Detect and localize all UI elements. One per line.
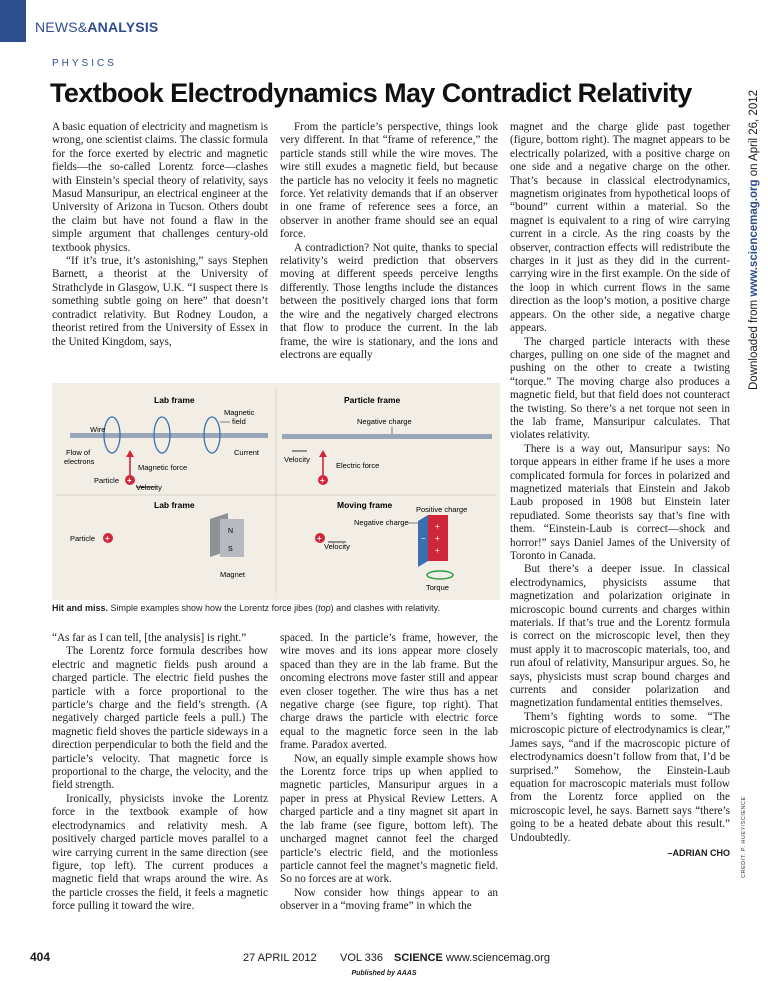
minus-sign: − (421, 534, 426, 543)
arrowhead (126, 450, 134, 457)
footer-url[interactable]: www.sciencemag.org (446, 952, 550, 964)
section-label: NEWS&ANALYSIS (35, 19, 159, 35)
magnetic-field-label: field (232, 417, 246, 426)
wire-label: Wire (90, 425, 106, 434)
paragraph: From the particle’s perspective, things look very different. In that “frame of reference,” the particle stands still while the wire moves. The wire still exudes a magnetic field, but because the particle has no velocity it feels no magnetic force. Yet relativity demands that if an observer in one frame of reference sees a force, an observer in another frame should see an equal force. (280, 121, 498, 241)
paragraph: Now consider how things appear to an observer in a “moving frame” in which the (280, 886, 498, 913)
plus-sign: + (317, 534, 322, 543)
photo-credit: CREDIT: P. HUEY/SCIENCE (741, 796, 747, 878)
current-label: Current (234, 448, 260, 457)
negative-charge-label: Negative charge (354, 518, 409, 527)
column-1-top (52, 121, 268, 349)
top-right-title: Particle frame (344, 395, 401, 405)
kicker: PHYSICS (52, 58, 117, 69)
magnetic-field-label: Magnetic (224, 408, 255, 417)
negative-charge-label: Negative charge (357, 417, 412, 426)
torque-arrow (427, 571, 453, 579)
plus-sign: + (127, 476, 132, 485)
headline: Textbook Electrodynamics May Contradict Relativity (50, 78, 692, 108)
plus-sign: + (435, 546, 440, 555)
column-2-top (280, 121, 498, 362)
author-signature: –ADRIAN CHO (667, 847, 730, 858)
page-number: 404 (30, 950, 51, 964)
published-by: Published by AAAS (351, 970, 417, 977)
figure-diagram (52, 383, 500, 600)
sciencemag-link[interactable]: www.sciencemag.org (748, 179, 760, 297)
magnet-north: N (228, 528, 234, 535)
paragraph: Now, an equally simple example shows how the Lorentz force trips up when applied to magnetic particles, Mansuripur argues in a paper in press at Physical Review Letters. A charged particle and a tiny magnet sit apart in the lab frame (see figure, bottom left). The uncharged magnet cannot feel the charged particle’s electric field, and the motionless particle cannot feel the magnet’s magnetic field. So no forces are at work. (280, 752, 498, 886)
electric-force-label: Electric force (336, 461, 380, 470)
paragraph: “If it’s true, it’s astonishing,” says Stephen Barnett, a theorist at the University of Strathclyde in Glasgow, U.K. “I suspect there is something subtle going on here” that doesn’t contradict relativity. But Rodney Loudon, a theorist retired from the University of Essex in the United Kingdom, says, (52, 255, 268, 348)
paragraph: But there’s a deeper issue. In classical electrodynamics, physicists assume that magnetization and polarization originate in microscopic bound currents and charges within materials. If that’s true and the Lorentz formula is correct on the microscopic level, then they must apply it to macroscopic materials, too, and run afoul of relativity, Mansuripur argues. So, he says, physicists must scrap bound charges and currents and consider polarization and magnetization fundamental entities themselves. (510, 563, 730, 710)
velocity-label: Velocity (136, 483, 162, 492)
magnet-label: Magnet (220, 570, 246, 579)
paragraph: Ironically, physicists invoke the Lorentz force in the textbook example of how electrodynamics and relativity mesh. A positively charged particle moves parallel to a wire carrying current in the same direction (see figure, top left). The current produces a magnetic field that wraps around the wire. As the particle crosses the field, it feels a magnetic force pulling it toward the wire. (52, 792, 268, 913)
particle-label: Particle (94, 476, 120, 485)
positive-charge-label: Positive charge (416, 505, 468, 514)
column-2-bottom (280, 632, 498, 914)
download-sidebar: Downloaded from www.sciencemag.org on April 26, 2012 (748, 89, 760, 390)
plus-sign: + (435, 522, 440, 531)
footer-date: 27 APRIL 2012 (243, 952, 317, 964)
magnetic-force-label: Magnetic force (138, 463, 188, 472)
section-tab (0, 0, 26, 42)
figure-caption: Hit and miss. Simple examples show how the Lorentz force jibes (top) and clashes with relativity. (52, 603, 441, 613)
magnet-south: S (228, 546, 233, 553)
plus-sign: + (320, 476, 325, 485)
particle-label: Particle (70, 534, 96, 543)
bottom-right-title: Moving frame (337, 500, 393, 510)
paragraph: magnet and the charge glide past together (figure, bottom right). The magnet appears to be electrically polarized, with a positive charge on one side and a negative charge on the other. That’s because in classical electrodynamics, magnetism originates from hypothetical loops of “bound” current within a material. So the magnet is equivalent to a ring of wire carrying current in a circle. As the ring coasts by the observer, contraction effects will redistribute the charges in it just as they did in the current-carrying wire in the first example. On the side of the loop in which current flows in the same direction as the loop’s motion, a positive charge appears. On the other side, a negative charge appears. (510, 121, 730, 335)
plus-sign: + (105, 534, 110, 543)
paragraph: A contradiction? Not quite, thanks to special relativity’s weird prediction that observers moving at different speeds perceive lengths differently. Those lengths include the distances between the positively charged ions that form the wire and the negatively charged electrons that flow to produce the current. In the lab frame, the wire is stationary, and the ions and electrons are equally (280, 241, 498, 361)
arrowhead (319, 450, 327, 457)
paragraph: spaced. In the particle’s frame, however, the wire moves and its ions appear more closely spaced than they are in the lab frame. But the oncoming electrons move faster still and appear even closer together. The wire thus has a net negative charge (see figure, top right). That charge draws the particle with electric force equal to the magnetic force seen in the lab frame. Paradox averted. (280, 632, 498, 752)
column-1-bottom (52, 632, 268, 914)
paragraph: “As far as I can tell, [the analysis] is right.” (52, 632, 247, 644)
footer-volume: VOL 336 (340, 952, 384, 964)
paragraph: The Lorentz force formula describes how electric and magnetic fields push around a charged particle. The electric field pushes the particle with a force proportional to the particle’s charge and the field’s strength. (A negatively charged particle feels a pull.) The magnetic field shoves the particle sideways in a direction perpendicular to both the field and the particle’s velocity. That magnetic force is proportional to the charge, the velocity, and the field strength. (52, 645, 268, 792)
figure (52, 383, 500, 600)
paragraph: A basic equation of electricity and magnetism is wrong, one scientist claims. The classic formula for the force exerted by electric and magnetic fields—the so-called Lorentz force—clashes with Einstein’s special theory of relativity, says Masud Mansuripur, an electrical engineer at the University of Arizona in Tucson. Others doubt the claim but have not found a flaw in the simple argument that challenges century-old textbook physics. (52, 121, 268, 254)
bottom-left-title: Lab frame (154, 500, 195, 510)
column-3 (510, 121, 730, 860)
top-left-title: Lab frame (154, 395, 195, 405)
paragraph: The charged particle interacts with these charges, pulling on one side of the magnet and pushing on the other to create a twisting “torque.” The moving charge also produces a magnetic field, but that field does not counteract the twisting. So there’s a net torque not seen in the lab frame, Mansuripur calculates. That violates relativity. (510, 335, 730, 442)
flow-label: electrons (64, 457, 95, 466)
plus-sign: + (435, 534, 440, 543)
footer-journal: SCIENCE (394, 952, 443, 964)
velocity-label: Velocity (324, 542, 350, 551)
velocity-label: Velocity (284, 455, 310, 464)
wire (282, 434, 492, 439)
paragraph: There is a way out, Mansuripur says: No torque appears in either frame if he uses a more complicated formula for forces in polarized and magnetized materials that Einstein and Jakob Laub proposed in 1908 but Einstein later repudiated. Some theorists say that’s fine with them. “Einstein-Laub is correct—shock and horror!” says Daniel James of the University of Toronto in Canada. (510, 442, 730, 562)
flow-label: Flow of (66, 448, 91, 457)
torque-label: Torque (426, 583, 449, 592)
paragraph: Them’s fighting words to some. “The microscopic picture of electrodynamics is clear,” James says, “and if the macroscopic picture of electrodynamics doesn’t follow from that, I’d be surprised.” Somehow, the Einstein-Laub equation for macroscopic materials must follow from the Lorentz force applied on the microscopic level, he says. Barnett says “there’s going to be a heated debate about this result.” Undoubtedly. (510, 710, 730, 844)
